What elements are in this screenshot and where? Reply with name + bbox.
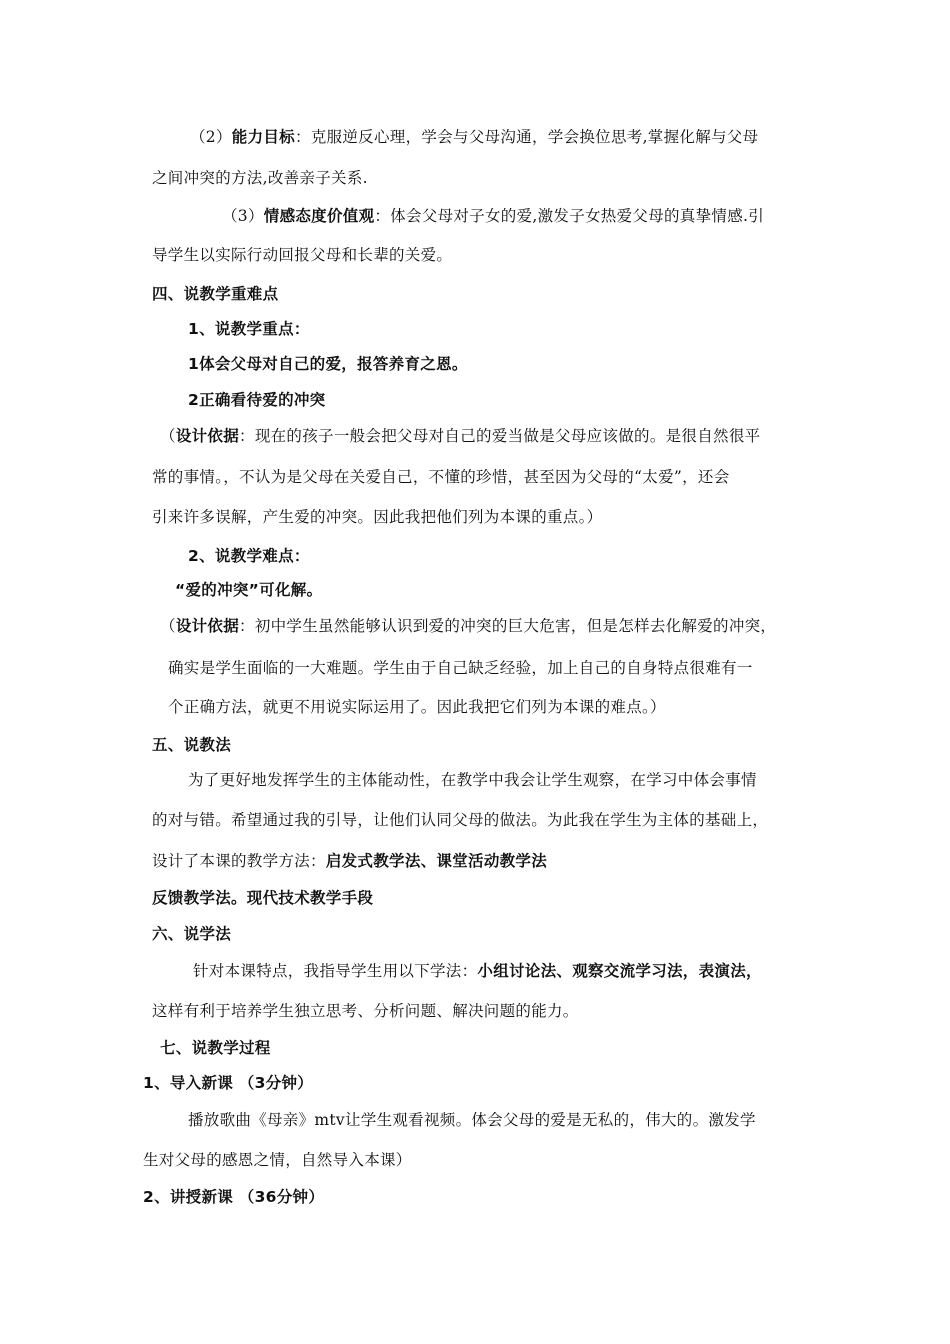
paragraph-line: 之间冲突的方法,改善亲子关系. (152, 169, 368, 187)
paragraph-line: 导学生以实际行动回报父母和长辈的关爱。 (152, 246, 453, 264)
paragraph-line: 这样有利于培养学生独立思考、分析问题、解决问题的能力。 (152, 1002, 579, 1020)
paragraph-line: 的对与错。希望通过我的引导，让他们认同父母的做法。为此我在学生为主体的基础上， (152, 811, 769, 829)
paragraph-line: （设计依据：初中学生虽然能够认识到爱的冲突的巨大危害，但是怎样去化解爱的冲突， (160, 617, 777, 635)
paragraph-line: （设计依据：现在的孩子一般会把父母对自己的爱当做是父母应该做的。是很自然很平 (160, 427, 761, 445)
paragraph-line: 反馈教学法。现代技术教学手段 (152, 889, 374, 907)
paragraph-line: 针对本课特点，我指导学生用以下学法：小组讨论法、观察交流学习法，表演法， (193, 962, 762, 980)
sub-heading: 1、说教学重点： (188, 320, 310, 338)
sub-heading: 2、讲授新课 （36分钟） (143, 1188, 325, 1206)
section-heading: 四、说教学重难点 (152, 285, 279, 303)
key-point: 1体会父母对自己的爱，报答养育之恩。 (188, 355, 468, 373)
paragraph-line: 设计了本课的教学方法：启发式教学法、课堂活动教学法 (152, 852, 548, 870)
paragraph-line: （2）能力目标：克服逆反心理，学会与父母沟通，学会换位思考,掌握化解与父母 (190, 128, 759, 146)
section-heading: 五、说教法 (152, 736, 232, 754)
paragraph-line: 个正确方法，就更不用说实际运用了。因此我把它们列为本课的难点。） (168, 698, 666, 716)
sub-heading: 2、说教学难点： (188, 547, 310, 565)
key-point: 2正确看待爱的冲突 (188, 391, 326, 409)
paragraph-line: （3）情感态度价值观：体会父母对子女的爱,激发子女热爱父母的真挚情感.引 (222, 207, 765, 225)
key-point: “爱的冲突”可化解。 (175, 581, 323, 599)
paragraph-line: 生对父母的感恩之情，自然导入本课） (143, 1151, 412, 1169)
paragraph-line: 引来许多误解，产生爱的冲突。因此我把他们列为本课的重点。） (152, 508, 603, 526)
paragraph-line: 确实是学生面临的一大难题。学生由于自己缺乏经验，加上自己的自身特点很难有一 (168, 659, 753, 677)
section-heading: 六、说学法 (152, 925, 232, 943)
paragraph-line: 常的事情。，不认为是父母在关爱自己，不懂的珍惜，甚至因为父母的“太爱”，还会 (152, 468, 730, 486)
paragraph-line: 播放歌曲《母亲》mtv让学生观看视频。体会父母的爱是无私的，伟大的。激发学 (188, 1111, 756, 1129)
section-heading: 七、说教学过程 (160, 1039, 271, 1057)
paragraph-line: 为了更好地发挥学生的主体能动性，在教学中我会让学生观察，在学习中体会事情 (188, 771, 757, 789)
sub-heading: 1、导入新课 （3分钟） (143, 1074, 314, 1092)
